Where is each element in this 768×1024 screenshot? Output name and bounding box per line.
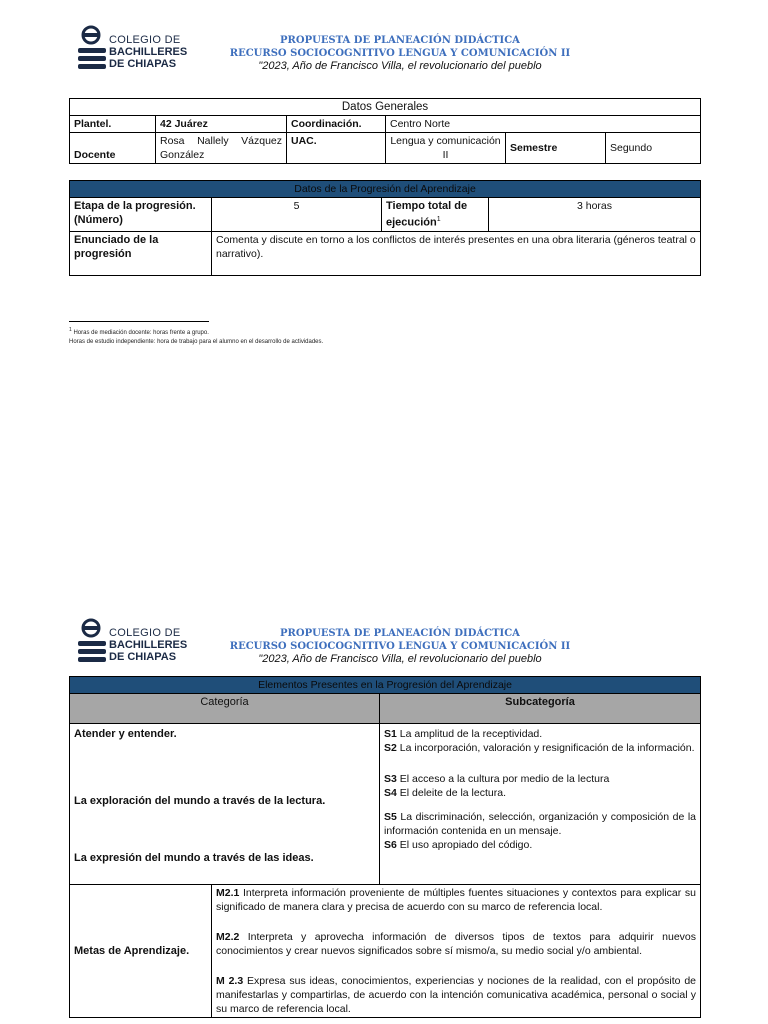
m2-1-text: Interpreta información proveniente de múltiples fuentes situaciones y contextos para explicar su significado de manera clara y precisa de acuerdo con su marco de referencia local. xyxy=(216,887,697,913)
progresion-title: Datos de la Progresión del Aprendizaje xyxy=(70,181,701,198)
s3-text: El acceso a la cultura por medio de la lectura xyxy=(396,773,610,785)
footnote-number: 1 xyxy=(69,327,72,333)
elementos-title: Elementos Presentes en la Progresión del Aprendizaje xyxy=(70,677,701,694)
m2-2-code: M2.2 xyxy=(216,931,240,943)
col-categoria-header: Categoría xyxy=(70,694,380,724)
progresion-table xyxy=(69,180,701,276)
enunciado-label: Enunciado de la progresión xyxy=(70,231,212,275)
header-subtitle: "2023, Año de Francisco Villa, el revolucionario del pueblo xyxy=(258,653,542,665)
plantel-label: Plantel. xyxy=(70,116,156,133)
subcategoria-s3 xyxy=(384,772,696,786)
semestre-label: Semestre xyxy=(506,133,606,164)
logo-emblem-icon xyxy=(74,617,108,665)
datos-generales-table xyxy=(69,98,701,164)
s5-code: S5 xyxy=(384,811,397,823)
tiempo-footnote-ref: 1 xyxy=(436,216,441,223)
footnote xyxy=(69,326,323,347)
logo-wordmark xyxy=(109,34,187,70)
subcategoria-s1 xyxy=(384,727,696,741)
s1-text: La amplitud de la receptividad. xyxy=(396,728,543,740)
header-title-1: PROPUESTA DE PLANEACIÓN DIDÁCTICA xyxy=(280,628,520,639)
metas-label: Metas de Aprendizaje. xyxy=(70,885,212,1018)
etapa-label: Etapa de la progresión. (Número) xyxy=(70,198,212,232)
header-subtitle: "2023, Año de Francisco Villa, el revolucionario del pueblo xyxy=(258,60,542,72)
cobach-logo xyxy=(74,617,194,665)
document-header xyxy=(200,34,600,73)
logo-line-1: COLEGIO DE xyxy=(109,627,181,639)
subcategoria-s2 xyxy=(384,741,696,755)
enunciado-value: Comenta y discute en torno a los conflictos de interés presentes en una obra literaria (géneros teatral o narrativo). xyxy=(212,231,701,275)
m2-3-text: Expresa sus ideas, conocimientos, experiencias y nociones de la realidad, con el propósito de manifestarlas y compartirlas, de acuerdo con la intención comunicativa académica, personal o social y su marco de referencia local. xyxy=(216,975,697,1015)
s6-code: S6 xyxy=(384,839,397,851)
subcategoria-cell xyxy=(380,724,701,885)
etapa-value: 5 xyxy=(212,198,382,232)
metas-row xyxy=(70,885,701,1018)
subcategoria-s6 xyxy=(384,838,696,852)
categoria-3: La expresión del mundo a través de las ideas. xyxy=(74,852,314,864)
document-header xyxy=(200,627,600,666)
s6-text: El uso apropiado del código. xyxy=(396,839,533,851)
categoria-cell xyxy=(70,724,380,885)
semestre-value: Segundo xyxy=(606,133,701,164)
tiempo-label xyxy=(382,198,489,232)
logo-line-2: BACHILLERES xyxy=(109,46,188,58)
plantel-value: 42 Juárez xyxy=(156,116,287,133)
s2-code: S2 xyxy=(384,742,397,754)
tiempo-label-text: Tiempo total de ejecución xyxy=(386,200,468,229)
elementos-table xyxy=(69,676,701,1018)
logo-line-1: COLEGIO DE xyxy=(109,34,181,46)
s3-code: S3 xyxy=(384,773,397,785)
logo-emblem-icon xyxy=(74,24,108,72)
docente-value: Rosa Nallely Vázquez González xyxy=(156,133,287,164)
footnote-separator xyxy=(69,321,209,322)
header-title-2: RECURSO SOCIOCOGNITIVO LENGUA Y COMUNICACIÓN II xyxy=(229,48,571,59)
coordinacion-label: Coordinación. xyxy=(287,116,386,133)
logo-line-3: DE CHIAPAS xyxy=(109,58,177,70)
tiempo-value: 3 horas xyxy=(489,198,701,232)
categoria-1: Atender y entender. xyxy=(74,728,177,740)
s5-text: La discriminación, selección, organización y composición de la información contenida en un mensaje. xyxy=(384,811,697,837)
metas-cell xyxy=(212,885,701,1018)
s2-text: La incorporación, valoración y resignificación de la información. xyxy=(396,742,695,754)
logo-wordmark xyxy=(109,627,187,663)
cobach-logo xyxy=(74,24,194,72)
categoria-row xyxy=(70,724,701,885)
docente-label: Docente xyxy=(70,133,156,164)
logo-line-3: DE CHIAPAS xyxy=(109,651,177,663)
m2-2-text: Interpreta y aprovecha información de diversos tipos de textos para adquirir nuevos conocimientos y crear nuevos significados sobre sí mismo/a, su medio social y/o ambiental. xyxy=(216,931,697,957)
meta-m2-1 xyxy=(216,886,696,914)
m2-1-code: M2.1 xyxy=(216,887,240,899)
uac-label: UAC. xyxy=(287,133,386,164)
coordinacion-value: Centro Norte xyxy=(386,116,701,133)
m2-3-code: M 2.3 xyxy=(216,975,244,987)
datos-generales-title: Datos Generales xyxy=(70,99,701,116)
logo-line-2: BACHILLERES xyxy=(109,639,188,651)
s4-code: S4 xyxy=(384,787,397,799)
col-subcategoria-header: Subcategoría xyxy=(380,694,701,724)
header-title-1: PROPUESTA DE PLANEACIÓN DIDÁCTICA xyxy=(280,35,520,46)
meta-m2-3 xyxy=(216,974,696,1016)
header-title-2: RECURSO SOCIOCOGNITIVO LENGUA Y COMUNICACIÓN II xyxy=(229,641,571,652)
meta-m2-2 xyxy=(216,930,696,958)
footnote-text-1: Horas de mediación docente: horas frente a grupo. xyxy=(73,330,209,336)
s1-code: S1 xyxy=(384,728,397,740)
uac-value: Lengua y comunicación II xyxy=(386,133,506,164)
subcategoria-s4 xyxy=(384,786,696,800)
s4-text: El deleite de la lectura. xyxy=(396,787,506,799)
footnote-line-1 xyxy=(69,326,323,338)
page-2 xyxy=(0,600,768,1024)
subcategoria-s5 xyxy=(384,810,696,838)
categoria-2: La exploración del mundo a través de la lectura. xyxy=(74,795,326,807)
footnote-line-2: Horas de estudio independiente: hora de trabajo para el alumno en el desarrollo de actividades. xyxy=(69,339,324,345)
